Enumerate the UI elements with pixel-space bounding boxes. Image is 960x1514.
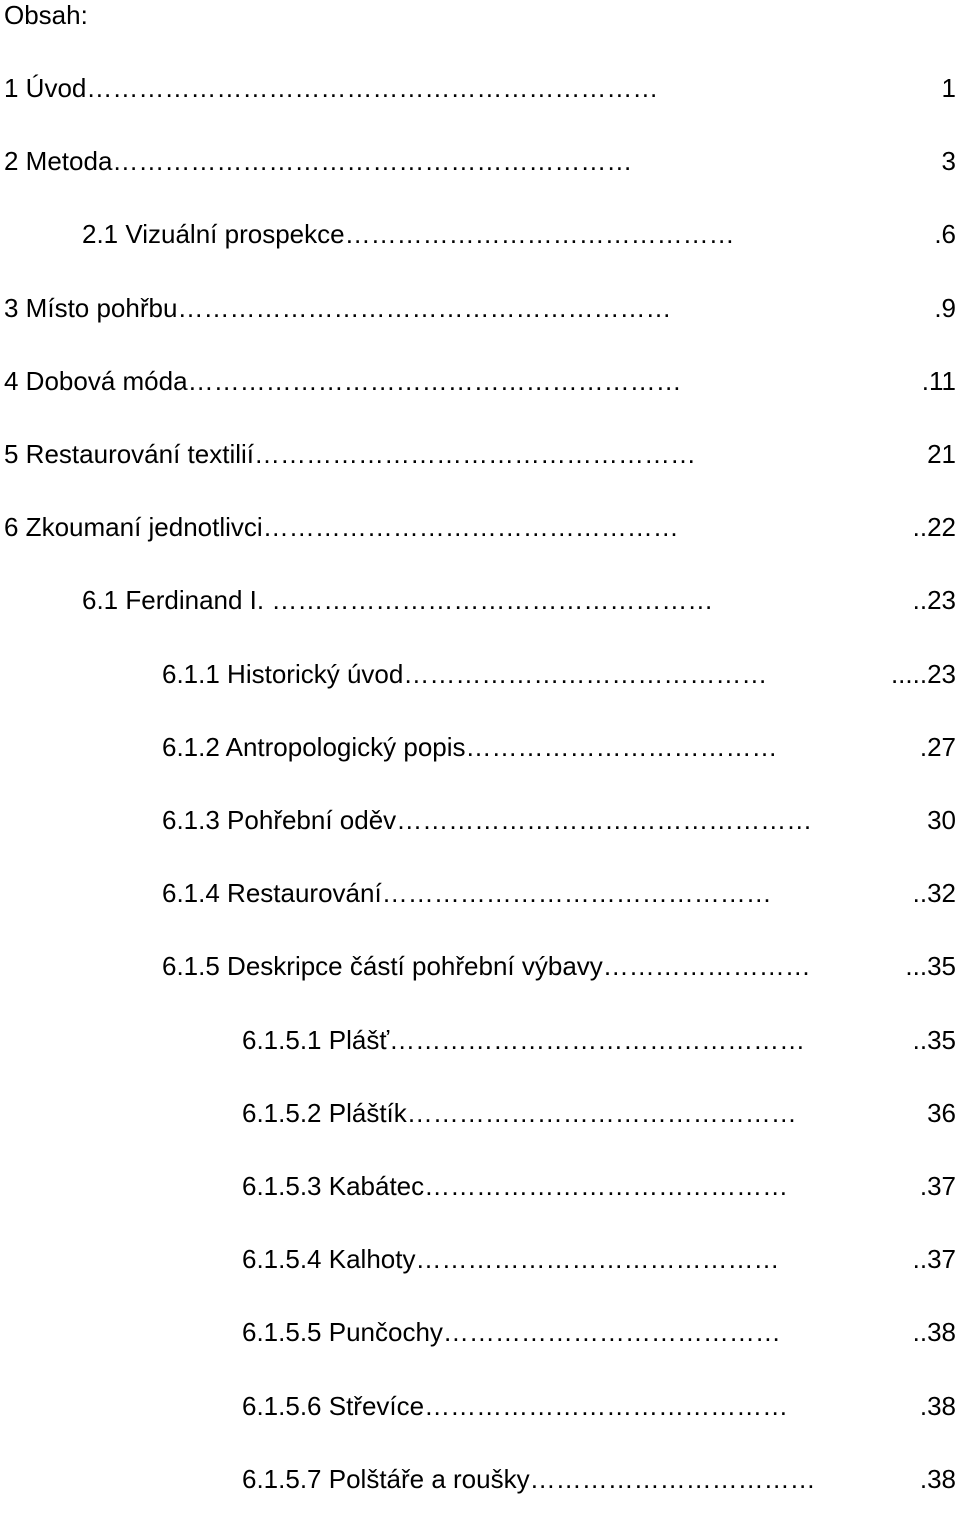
toc-entry-leader: ………………………………………………… — [187, 366, 682, 396]
toc-entry-page-number: 21 — [927, 439, 956, 469]
toc-entry-leader: ……………………………………… — [381, 878, 772, 908]
toc-entry-label: 6.1.5.7 Polštáře a roušky — [242, 1464, 530, 1494]
toc-entry-page-number: ..23 — [912, 585, 956, 615]
toc-entry-page-number: ..37 — [912, 1244, 956, 1274]
toc-entry-page-number: .38 — [919, 1464, 956, 1494]
toc-entry[interactable] — [4, 439, 956, 469]
toc-entry-leader: ………………………………………………… — [177, 293, 672, 323]
toc-entry-page-number: .9 — [934, 293, 956, 323]
toc-entry-label: 4 Dobová móda — [4, 366, 188, 396]
toc-entry-leader: ……………………………………… — [406, 1098, 797, 1128]
toc-entry-page-number: 3 — [941, 146, 956, 176]
toc-entry-label: 6.1.5.4 Kalhoty — [242, 1244, 416, 1274]
toc-entry-page-number: 30 — [927, 805, 956, 835]
toc-entry-leader: …………………………………… — [415, 1244, 780, 1274]
toc-entry-leader: ………………………………… — [442, 1317, 781, 1347]
toc-entry[interactable] — [162, 659, 956, 689]
toc-entry[interactable] — [4, 366, 956, 396]
toc-entry-page-number: .....23 — [890, 659, 956, 689]
toc-entry-leader: …………………………………… — [424, 1391, 789, 1421]
toc-entry-label: 6.1.4 Restaurování — [162, 878, 382, 908]
toc-entry-label: 2.1 Vizuální prospekce — [82, 219, 345, 249]
toc-entry-label: 6 Zkoumaní jednotlivci — [4, 512, 263, 542]
toc-entry-leader: …………………………………………… — [264, 585, 714, 615]
toc-entry-leader: …………………………………… — [424, 1171, 789, 1201]
toc-entry-page-number: ..38 — [912, 1317, 956, 1347]
toc-entry-label: 6.1.2 Antropologický popis — [162, 732, 466, 762]
toc-entry-leader: ………………………………………………………… — [86, 73, 659, 103]
toc-entry[interactable] — [242, 1317, 956, 1347]
toc-entry-leader: ………………………………………… — [396, 805, 813, 835]
toc-entry-leader: …………………………………………… — [254, 439, 697, 469]
toc-entry-leader: ……………………………… — [465, 732, 778, 762]
toc-entry-leader: …………………… — [602, 951, 811, 981]
toc-entry-leader: ……………………………………… — [344, 219, 735, 249]
toc-entry[interactable] — [4, 293, 956, 323]
toc-entry[interactable] — [82, 585, 956, 615]
toc-entry[interactable] — [162, 732, 956, 762]
toc-entry-label: 6.1.5.3 Kabátec — [242, 1171, 425, 1201]
toc-entry-leader: ………………………………………… — [389, 1025, 806, 1055]
toc-entry-page-number: ..22 — [912, 512, 956, 542]
toc-entry-label: 3 Místo pohřbu — [4, 293, 178, 323]
toc-entry-label: 6.1.1 Historický úvod — [162, 659, 404, 689]
toc-entry[interactable] — [242, 1244, 956, 1274]
toc-entry[interactable] — [162, 878, 956, 908]
toc-entry[interactable] — [82, 219, 956, 249]
toc-entry-label: 6.1.3 Pohřební oděv — [162, 805, 397, 835]
toc-entry-leader: …………………………………… — [403, 659, 768, 689]
toc-entry-label: 6.1.5.2 Pláštík — [242, 1098, 407, 1128]
toc-entry-label: 6.1.5.5 Punčochy — [242, 1317, 443, 1347]
toc-entry[interactable] — [4, 512, 956, 542]
toc-entry-page-number: 36 — [927, 1098, 956, 1128]
toc-entry-label: 2 Metoda — [4, 146, 113, 176]
toc-entry-page-number: ..35 — [912, 1025, 956, 1055]
toc-entry-leader: …………………………… — [529, 1464, 816, 1494]
toc-entry-page-number: 1 — [941, 73, 956, 103]
toc-entry[interactable] — [4, 73, 956, 103]
toc-entry-label: 1 Úvod — [4, 73, 87, 103]
toc-entry-label: 6.1.5.1 Plášť — [242, 1025, 390, 1055]
toc-title: Obsah: — [4, 0, 88, 30]
toc-entry-label: 6.1.5 Deskripce částí pohřební výbavy — [162, 951, 603, 981]
toc-entry[interactable] — [242, 1171, 956, 1201]
toc-entry-page-number: .37 — [919, 1171, 956, 1201]
toc-entry-leader: …………………………………………………… — [112, 146, 633, 176]
toc-entry-page-number: ..32 — [912, 878, 956, 908]
toc-entry[interactable] — [162, 951, 956, 981]
toc-entry[interactable] — [242, 1025, 956, 1055]
toc-entry-page-number: .27 — [919, 732, 956, 762]
toc-entry[interactable] — [4, 146, 956, 176]
toc-entry-label: 6.1.5.6 Střevíce — [242, 1391, 425, 1421]
toc-entry-label: 5 Restaurování textilií — [4, 439, 255, 469]
toc-entry[interactable] — [242, 1464, 956, 1494]
toc-entry[interactable] — [242, 1098, 956, 1128]
toc-entry-page-number: .6 — [934, 219, 956, 249]
toc-entry-leader: ………………………………………… — [262, 512, 679, 542]
toc-entry-label: 6.1 Ferdinand I. — [82, 585, 265, 615]
toc-entry-page-number: .38 — [919, 1391, 956, 1421]
toc-entry[interactable] — [242, 1391, 956, 1421]
toc-entry-page-number: .11 — [921, 366, 956, 396]
toc-entry-page-number: ...35 — [905, 951, 956, 981]
toc-entry[interactable] — [162, 805, 956, 835]
